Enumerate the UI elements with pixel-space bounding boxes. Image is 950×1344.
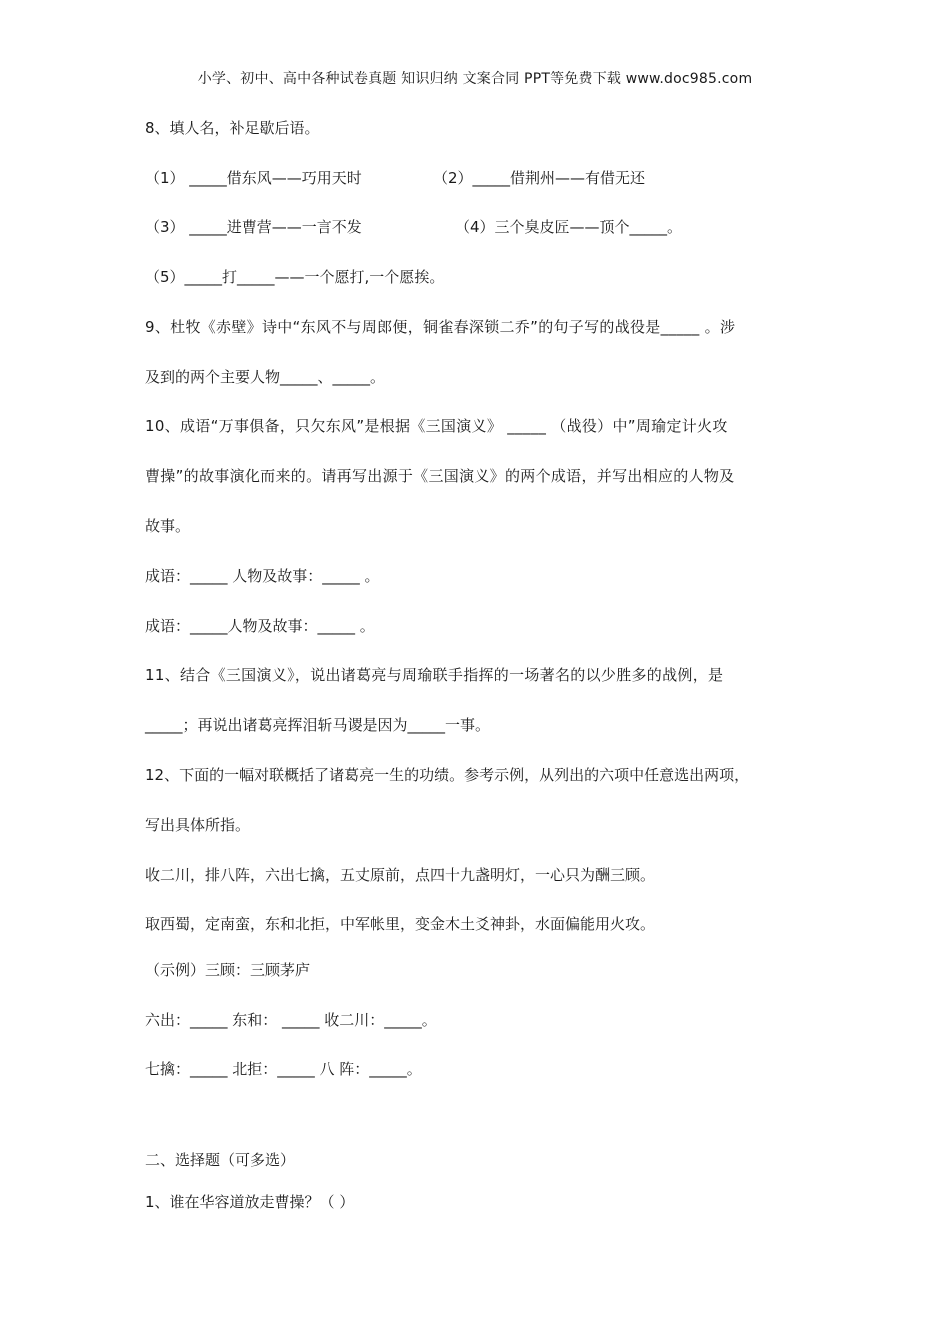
page-header: 小学、初中、高中各种试卷真题 知识归纳 文案合同 PPT等免费下载 www.doc985.com	[197, 71, 753, 87]
question-11-line-1: 11、结合《三国演义》，说出诸葛亮与周瑜联手指挥的一场著名的以少胜多的战例，是	[145, 666, 724, 684]
question-8-item-4: （4）三个臭皮匠——顶个_____。	[455, 218, 683, 236]
question-8-item-2: （2）_____借荆州——有借无还	[433, 169, 646, 187]
example-line: （示例）三顾：三顾茅庐	[145, 961, 311, 979]
question-8-item-5: （5）_____打_____——一个愿打,一个愿挨。	[145, 268, 445, 286]
question-10-idiom-2: 成语：_____人物及故事：_____ 。	[145, 617, 375, 635]
question-8-item-1: （1） _____借东风——巧用天时	[145, 169, 362, 187]
question-10-idiom-1: 成语：_____ 人物及故事：_____ 。	[145, 567, 380, 585]
question-12-line-2: 写出具体所指。	[145, 816, 251, 834]
couplet-line-2: 取西蜀，定南蛮，东和北拒，中军帐里，变金木土爻神卦，水面偏能用火攻。	[145, 915, 656, 933]
question-9-line-1: 9、杜牧《赤壁》诗中“东风不与周郎便，铜雀春深锁二乔”的句子写的战役是_____ 。涉	[145, 318, 736, 336]
choice-question-1: 1、谁在华容道放走曹操？（ ）	[145, 1193, 355, 1211]
question-10-line-1: 10、成语“万事俱备，只欠东风”是根据《三国演义》 _____ （战役）中”周瑜定计火攻	[145, 417, 728, 435]
question-10-line-2: 曹操”的故事演化而来的。请再写出源于《三国演义》的两个成语，并写出相应的人物及	[145, 467, 735, 485]
question-11-line-2: _____；再说出诸葛亮挥泪斩马谡是因为_____一事。	[145, 716, 491, 734]
section-2-title: 二、选择题（可多选）	[145, 1151, 296, 1169]
question-12-answer-2: 七擒：_____ 北拒：_____ 八 阵：_____。	[145, 1060, 422, 1078]
question-12-line-1: 12、下面的一幅对联概括了诸葛亮一生的功绩。参考示例，从列出的六项中任意选出两项，	[145, 766, 750, 784]
question-12-answer-1: 六出：_____ 东和： _____ 收二川：_____。	[145, 1011, 437, 1029]
couplet-line-1: 收二川，排八阵，六出七擒，五丈原前，点四十九盏明灯，一心只为酬三顾。	[145, 866, 656, 884]
question-10-line-3: 故事。	[145, 517, 191, 535]
question-9-line-2: 及到的两个主要人物_____、_____。	[145, 368, 386, 386]
question-8-title: 8、填人名，补足歇后语。	[145, 119, 320, 137]
question-8-item-3: （3） _____进曹营——一言不发	[145, 218, 362, 236]
